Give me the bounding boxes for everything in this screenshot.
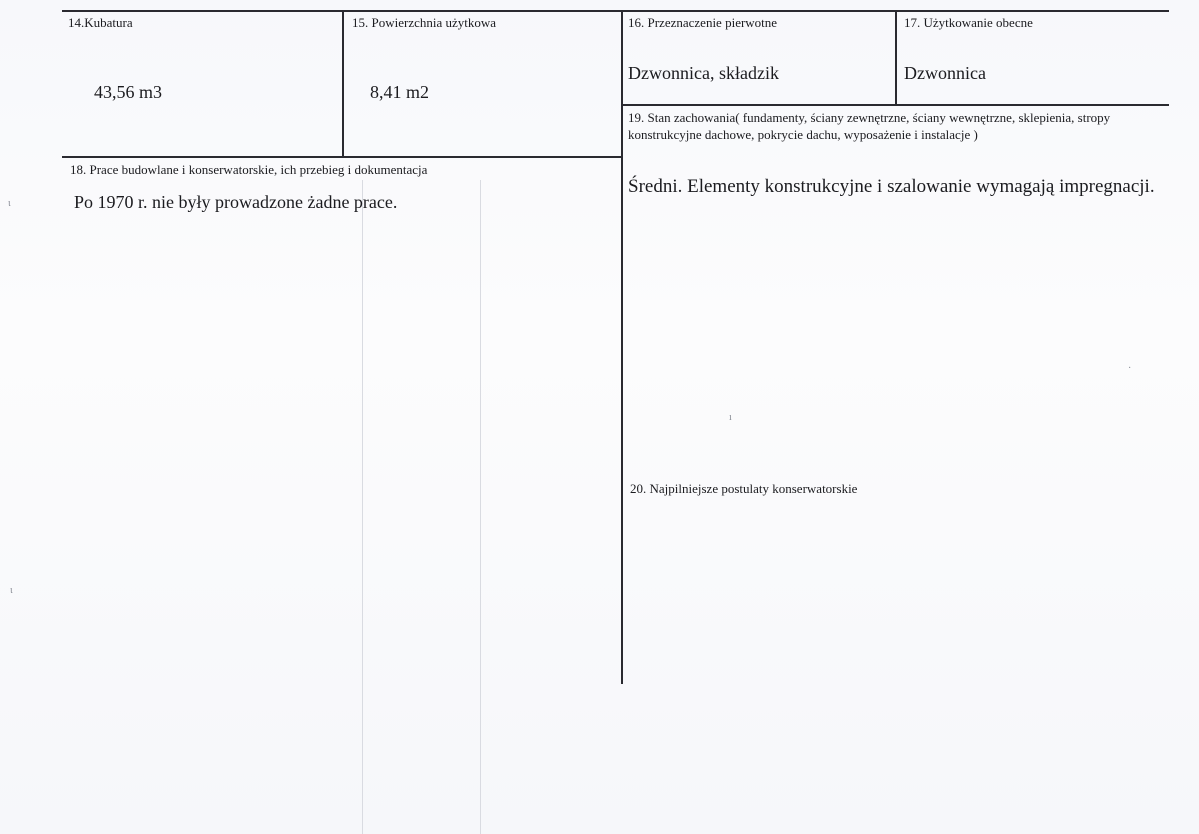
scan-fold-line — [480, 180, 481, 834]
field-17-label: 17. Użytkowanie obecne — [904, 15, 1033, 30]
field-17-value: Dzwonnica — [904, 63, 986, 83]
field-16-value: Dzwonnica, składzik — [628, 63, 779, 83]
scan-speck: ι — [8, 198, 11, 209]
field-16-label: 16. Przeznaczenie pierwotne — [628, 15, 778, 30]
scan-speck: · — [1128, 363, 1132, 374]
field-18-value: Po 1970 r. nie były prowadzone żadne prace. — [74, 192, 398, 212]
scan-fold-line — [362, 180, 363, 834]
field-20-label: 20. Najpilniejsze postulaty konserwatorskie — [630, 481, 858, 496]
field-15-label: 15. Powierzchnia użytkowa — [352, 15, 497, 30]
field-14-value: 43,56 m3 — [94, 82, 163, 102]
column-divider-16-17 — [895, 10, 897, 106]
field-18-label: 18. Prace budowlane i konserwatorskie, ich przebieg i dokumentacja — [70, 162, 428, 177]
scan-speck: ı — [729, 412, 732, 423]
field-14-label: 14.Kubatura — [68, 15, 133, 30]
field-15-value: 8,41 m2 — [370, 82, 430, 102]
form-top-border — [62, 10, 1169, 12]
field-19-label: 19. Stan zachowania( fundamenty, ściany zewnętrzne, ściany wewnętrzne, sklepienia, stropy konstrukcyjne dachowe, pokrycie dachu, wyposażenie i instalacje ) — [628, 110, 1111, 142]
column-divider-main — [621, 10, 623, 684]
scan-speck: ι — [10, 585, 13, 596]
column-divider-14-15 — [342, 10, 344, 158]
field-19-value: Średni. Elementy konstrukcyjne i szalowanie wymagają impregnacji. — [628, 176, 1155, 197]
